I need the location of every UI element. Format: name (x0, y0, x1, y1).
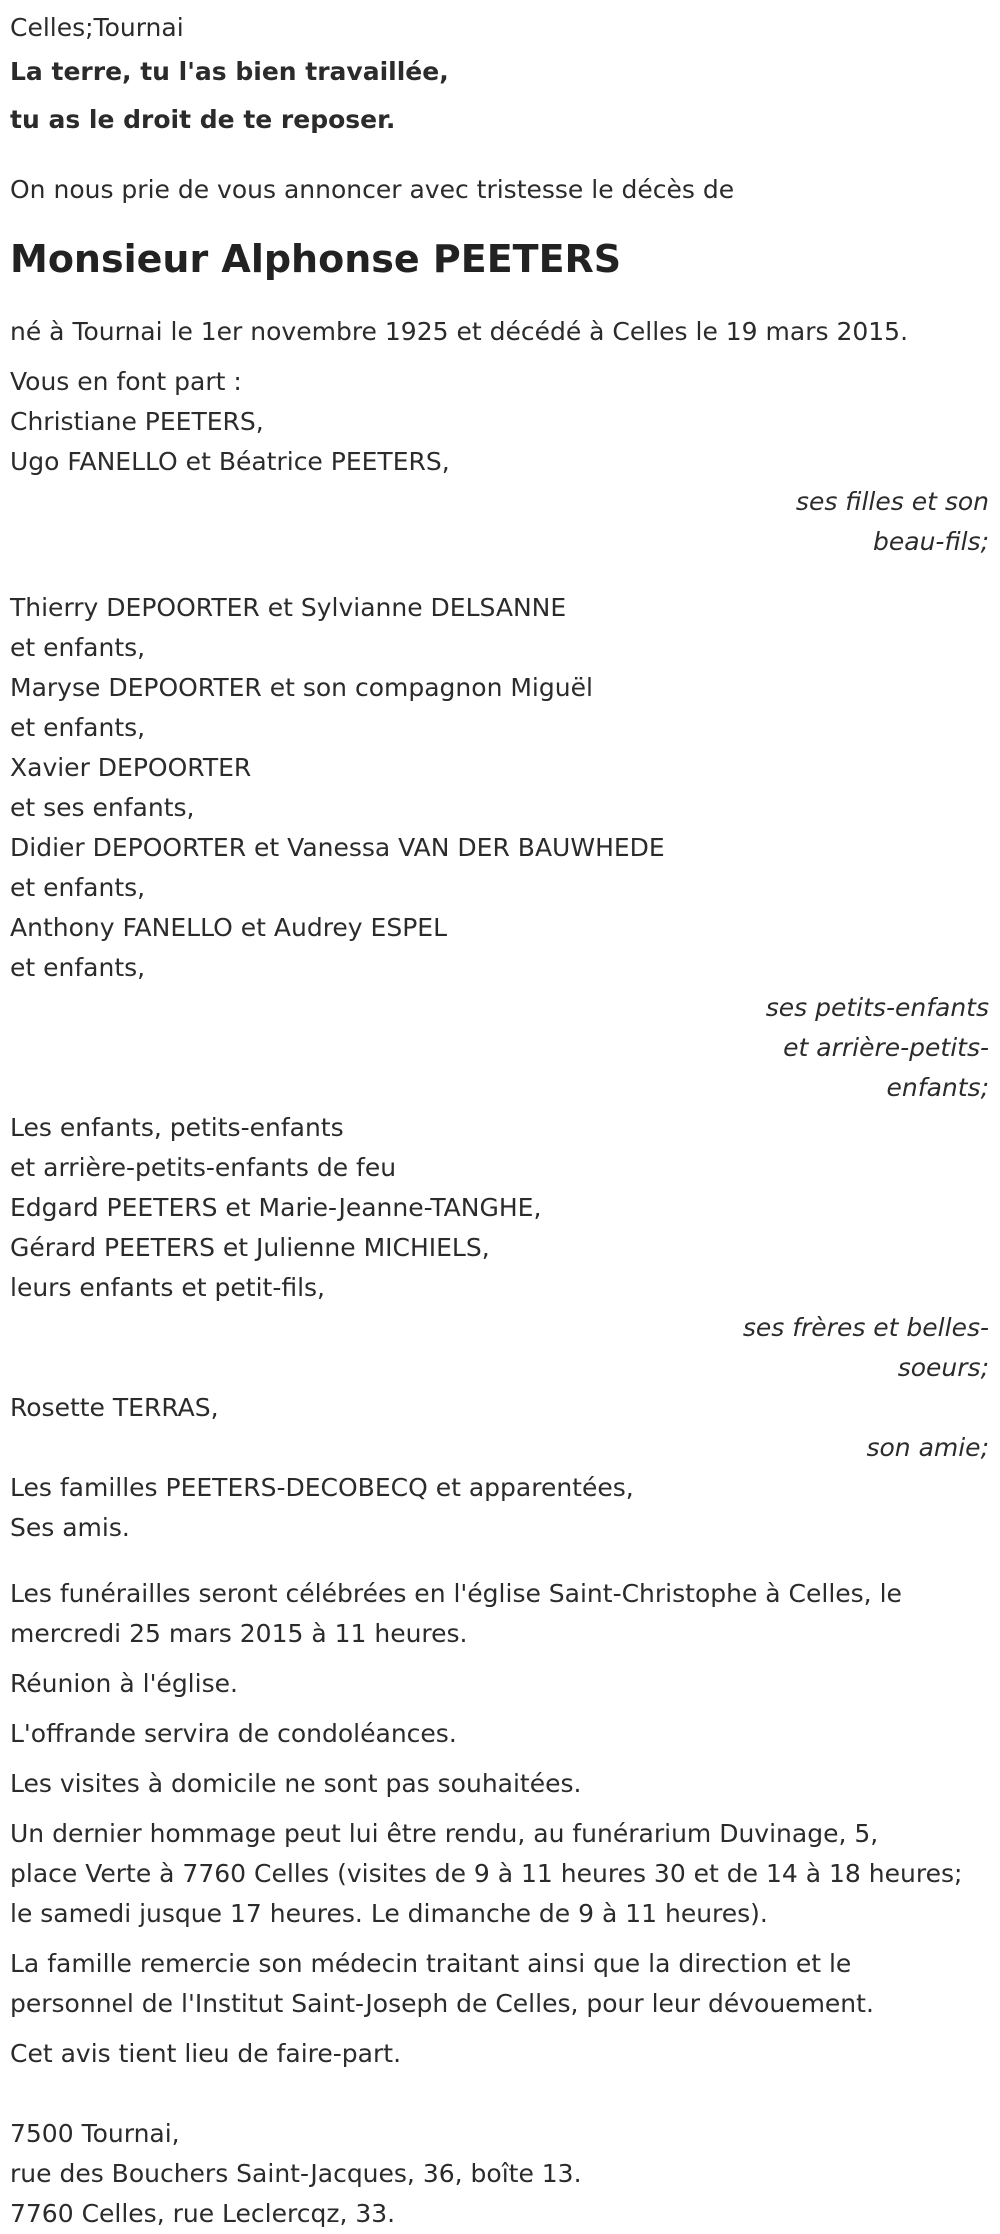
relation-label: son amie; (866, 1433, 989, 1462)
notice-line: Cet avis tient lieu de faire-part. (10, 2039, 402, 2068)
family-member-line: Maryse DEPOORTER et son compagnon Miguël (10, 673, 593, 702)
address-line: rue des Bouchers Saint-Jacques, 36, boîte 13. (10, 2159, 582, 2188)
family-member-line: Les enfants, petits-enfants (10, 1113, 344, 1142)
family-member-line: Thierry DEPOORTER et Sylvianne DELSANNE (10, 593, 567, 622)
location-header: Celles;Tournai (10, 13, 184, 42)
announcement-intro: On nous prie de vous annoncer avec tristesse le décès de (10, 175, 735, 204)
family-member-line: Edgard PEETERS et Marie-Jeanne-TANGHE, (10, 1193, 542, 1222)
family-member-line: Rosette TERRAS, (10, 1393, 219, 1422)
relation-label: soeurs; (897, 1353, 989, 1382)
motto-line-2: tu as le droit de te reposer. (10, 105, 396, 134)
relation-label: ses frères et belles- (742, 1313, 989, 1342)
relation-label: ses filles et son (795, 487, 989, 516)
relation-label: enfants; (886, 1073, 989, 1102)
visits-info: Les visites à domicile ne sont pas souhaitées. (10, 1769, 582, 1798)
family-member-line: leurs enfants et petit-fils, (10, 1273, 326, 1302)
relation-label: ses petits-enfants (765, 993, 989, 1022)
family-member-line: et arrière-petits-enfants de feu (10, 1153, 397, 1182)
tribute-info-line: Un dernier hommage peut lui être rendu, au funérarium Duvinage, 5, (10, 1819, 879, 1848)
relation-label: beau-fils; (873, 527, 989, 556)
address-line: 7500 Tournai, (10, 2119, 180, 2148)
family-member-line: Gérard PEETERS et Julienne MICHIELS, (10, 1233, 490, 1262)
family-member-line: et enfants, (10, 633, 146, 662)
motto-line-1: La terre, tu l'as bien travaillée, (10, 57, 449, 86)
family-member-line: Didier DEPOORTER et Vanessa VAN DER BAUWHEDE (10, 833, 665, 862)
address-line: 7760 Celles, rue Leclercqz, 33. (10, 2199, 396, 2228)
thanks-line: La famille remercie son médecin traitant ainsi que la direction et le (10, 1949, 852, 1978)
offering-info: L'offrande servira de condoléances. (10, 1719, 457, 1748)
family-member-line: Xavier DEPOORTER (10, 753, 252, 782)
family-member-line: et ses enfants, (10, 793, 195, 822)
announcers-intro: Vous en font part : (10, 367, 242, 396)
family-member-line: Les familles PEETERS-DECOBECQ et apparentées, (10, 1473, 634, 1502)
family-member-line: et enfants, (10, 873, 146, 902)
family-member-line: Christiane PEETERS, (10, 407, 264, 436)
birth-death-line: né à Tournai le 1er novembre 1925 et décédé à Celles le 19 mars 2015. (10, 317, 909, 346)
family-member-line: et enfants, (10, 953, 146, 982)
meeting-info: Réunion à l'église. (10, 1669, 238, 1698)
tribute-info-line: le samedi jusque 17 heures. Le dimanche de 9 à 11 heures). (10, 1899, 768, 1928)
thanks-line: personnel de l'Institut Saint-Joseph de Celles, pour leur dévouement. (10, 1989, 874, 2018)
family-member-line: et enfants, (10, 713, 146, 742)
family-member-line: Ses amis. (10, 1513, 130, 1542)
funeral-info-line: mercredi 25 mars 2015 à 11 heures. (10, 1619, 468, 1648)
relation-label: et arrière-petits- (783, 1033, 989, 1062)
deceased-name: Monsieur Alphonse PEETERS (10, 237, 622, 281)
family-member-line: Ugo FANELLO et Béatrice PEETERS, (10, 447, 450, 476)
funeral-info-line: Les funérailles seront célébrées en l'église Saint-Christophe à Celles, le (10, 1579, 902, 1608)
family-member-line: Anthony FANELLO et Audrey ESPEL (10, 913, 448, 942)
tribute-info-line: place Verte à 7760 Celles (visites de 9 à 11 heures 30 et de 14 à 18 heures; (10, 1859, 963, 1888)
